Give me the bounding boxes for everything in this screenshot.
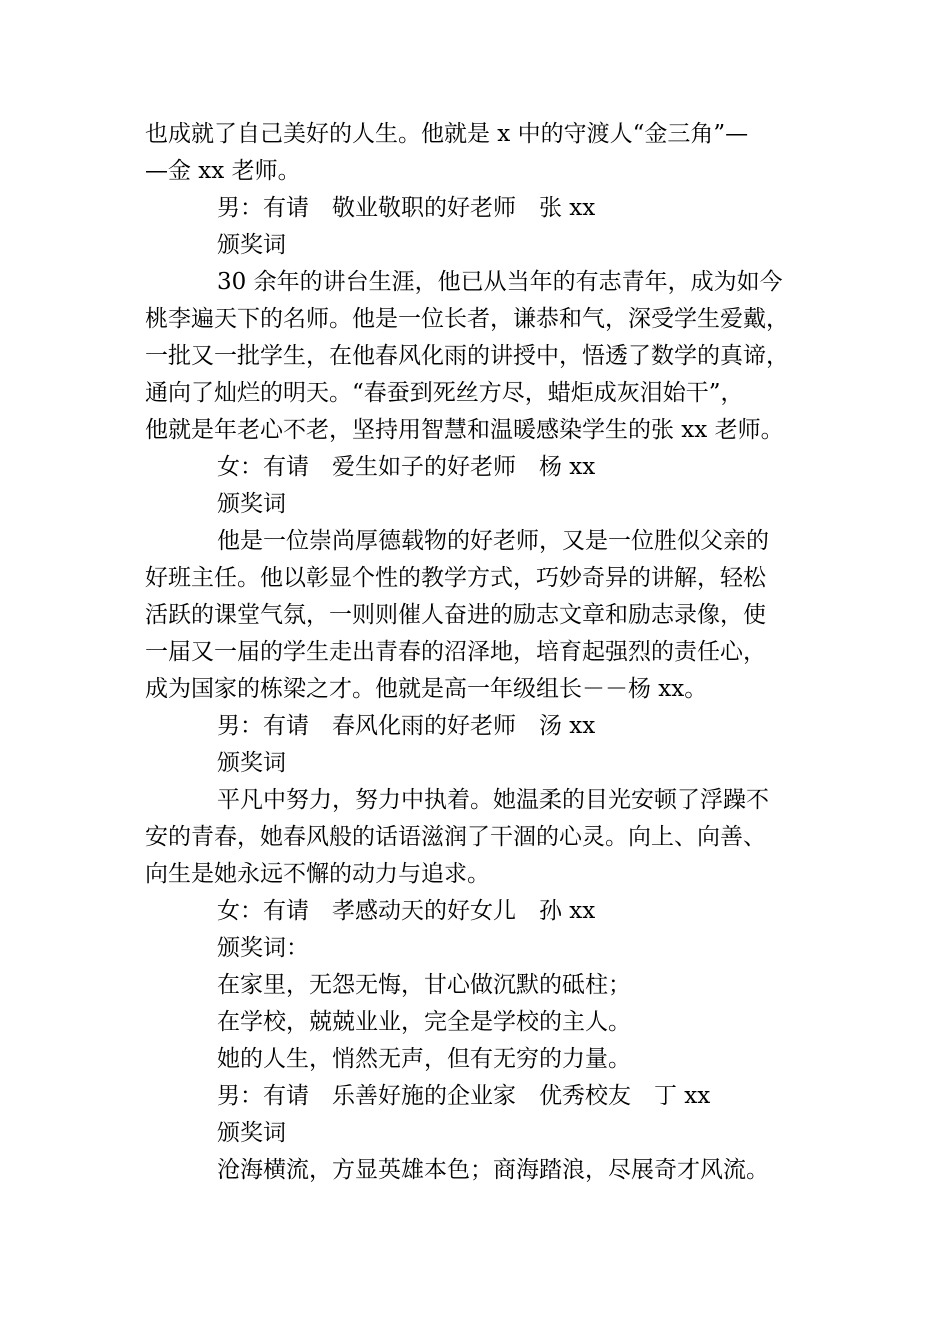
award-speech-heading: 颁奖词： bbox=[217, 935, 309, 961]
document-body bbox=[145, 116, 805, 1189]
award-speech-heading: 颁奖词 bbox=[217, 1120, 286, 1146]
text-line: 桃李遍天下的名师。他是一位长者，谦恭和气，深受学生爱戴， bbox=[145, 306, 789, 332]
text-line: 她的人生，悄然无声，但有无穷的力量。 bbox=[217, 1046, 631, 1072]
presenter-line-sun: 女：有请 孝感动天的好女儿 孙 xx bbox=[217, 898, 596, 924]
text-line: 也成就了自己美好的人生。他就是 x 中的守渡人“金三角”— bbox=[145, 121, 749, 147]
text-line: 向生是她永远不懈的动力与追求。 bbox=[145, 861, 490, 887]
award-speech-heading: 颁奖词 bbox=[217, 232, 286, 258]
text-line: 他是一位崇尚厚德载物的好老师，又是一位胜似父亲的 bbox=[217, 528, 769, 554]
text-line: 30 余年的讲台生涯，他已从当年的有志青年，成为如今 bbox=[217, 269, 783, 295]
award-speech-heading: 颁奖词 bbox=[217, 750, 286, 776]
presenter-line-ding: 男：有请 乐善好施的企业家 优秀校友 丁 xx bbox=[217, 1083, 711, 1109]
award-speech-heading: 颁奖词 bbox=[217, 491, 286, 517]
text-line: 成为国家的栋梁之才。他就是高一年级组长－－杨 xx。 bbox=[145, 676, 708, 702]
text-line: 在学校，兢兢业业，完全是学校的主人。 bbox=[217, 1009, 631, 1035]
text-line: 通向了灿烂的明天。“春蚕到死丝方尽，蜡炬成灰泪始干”， bbox=[145, 380, 744, 406]
text-line: 安的青春，她春风般的话语滋润了干涸的心灵。向上、向善、 bbox=[145, 824, 766, 850]
presenter-line-tang: 男：有请 春风化雨的好老师 汤 xx bbox=[217, 713, 596, 739]
text-line: 沧海横流，方显英雄本色；商海踏浪，尽展奇才风流。 bbox=[217, 1157, 769, 1183]
text-line: 好班主任。他以彰显个性的教学方式，巧妙奇异的讲解，轻松 bbox=[145, 565, 766, 591]
text-line: 平凡中努力，努力中执着。她温柔的目光安顿了浮躁不 bbox=[217, 787, 769, 813]
text-line: 在家里，无怨无悔，甘心做沉默的砥柱； bbox=[217, 972, 631, 998]
text-line: 一届又一届的学生走出青春的沼泽地，培育起强烈的责任心， bbox=[145, 639, 766, 665]
text-line: 一批又一批学生，在他春风化雨的讲授中，悟透了数学的真谛， bbox=[145, 343, 789, 369]
text-line: 他就是年老心不老，坚持用智慧和温暖感染学生的张 xx 老师。 bbox=[145, 417, 784, 443]
presenter-line-yang: 女：有请 爱生如子的好老师 杨 xx bbox=[217, 454, 596, 480]
text-line: —金 xx 老师。 bbox=[145, 158, 301, 184]
presenter-line-zhang: 男：有请 敬业敬职的好老师 张 xx bbox=[217, 195, 596, 221]
text-line: 活跃的课堂气氛，一则则催人奋进的励志文章和励志录像，使 bbox=[145, 602, 766, 628]
